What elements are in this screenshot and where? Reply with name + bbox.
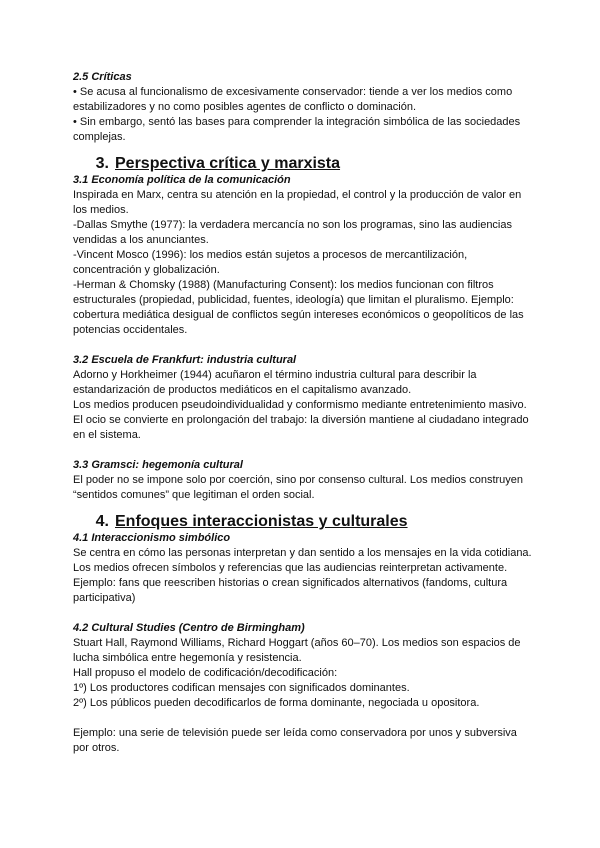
paragraph: El ocio se convierte en prolongación del trabajo: la diversión mantiene al ciudadano integrado en el sistema. <box>73 414 529 441</box>
section-title: Enfoques interaccionistas y culturales <box>115 513 408 530</box>
section-number: 3. <box>95 155 109 172</box>
paragraph: -Dallas Smythe (1977): la verdadera mercancía no son los programas, sino las audiencias vendidas a los anunciantes. <box>73 219 512 246</box>
document-page <box>73 70 533 756</box>
paragraph: El poder no se impone solo por coerción, sino por consenso cultural. Los medios construyen “sentidos comunes” que legitiman el orden social. <box>73 474 524 501</box>
subsection-heading-4-2: 4.2 Cultural Studies (Centro de Birmingham) <box>73 622 305 634</box>
paragraph: -Herman & Chomsky (1988) (Manufacturing Consent): los medios funcionan con filtros estructurales (propiedad, publicidad, fuentes, ideología) que limitan el pluralismo. Ejemplo: cobertura mediática desigual de conflictos según intereses económicos o geopolíticos de las potencias occidentales. <box>73 279 524 336</box>
paragraph: 1º) Los productores codifican mensajes con significados dominantes. <box>73 682 410 694</box>
subsection-heading-3-1: 3.1 Economía política de la comunicación <box>73 174 291 186</box>
paragraph: Stuart Hall, Raymond Williams, Richard Hoggart (años 60–70). Los medios son espacios de lucha simbólica entre hegemonía y resistencia. <box>73 637 521 664</box>
paragraph: 2º) Los públicos pueden decodificarlos de forma dominante, negociada u opositora. <box>73 697 480 709</box>
section-number: 4. <box>95 513 109 530</box>
subsection-heading-2-5: 2.5 Críticas <box>73 71 132 83</box>
paragraph: Hall propuso el modelo de codificación/decodificación: <box>73 667 338 679</box>
paragraph: • Se acusa al funcionalismo de excesivamente conservador: tiende a ver los medios como estabilizadores y no como posibles agentes de conflicto o dominación. <box>73 86 513 113</box>
paragraph: Inspirada en Marx, centra su atención en la propiedad, el control y la producción de valor en los medios. <box>73 189 522 216</box>
paragraph: Ejemplo: fans que reescriben historias o crean significados alternativos (fandoms, cultura participativa) <box>73 577 508 604</box>
paragraph: -Vincent Mosco (1996): los medios están sujetos a procesos de mercantilización, concentración y globalización. <box>73 249 468 276</box>
section-heading-3 <box>73 155 533 173</box>
paragraph: Adorno y Horkheimer (1944) acuñaron el término industria cultural para describir la estandarización de productos mediáticos en el capitalismo avanzado. <box>73 369 477 396</box>
subsection-heading-4-1: 4.1 Interaccionismo simbólico <box>73 532 231 544</box>
paragraph: Ejemplo: una serie de televisión puede ser leída como conservadora por unos y subversiva por otros. <box>73 727 517 754</box>
section-heading-4 <box>73 513 533 531</box>
subsection-heading-3-2: 3.2 Escuela de Frankfurt: industria cultural <box>73 354 297 366</box>
subsection-heading-3-3: 3.3 Gramsci: hegemonía cultural <box>73 459 243 471</box>
section-title: Perspectiva crítica y marxista <box>115 155 341 172</box>
paragraph: • Sin embargo, sentó las bases para comprender la integración simbólica de las sociedades complejas. <box>73 116 521 143</box>
paragraph: Los medios producen pseudoindividualidad y conformismo mediante entretenimiento masivo. <box>73 399 527 411</box>
paragraph: Se centra en cómo las personas interpretan y dan sentido a los mensajes en la vida cotidiana. Los medios ofrecen símbolos y referencias que las audiencias reinterpretan activamente. <box>73 547 532 574</box>
